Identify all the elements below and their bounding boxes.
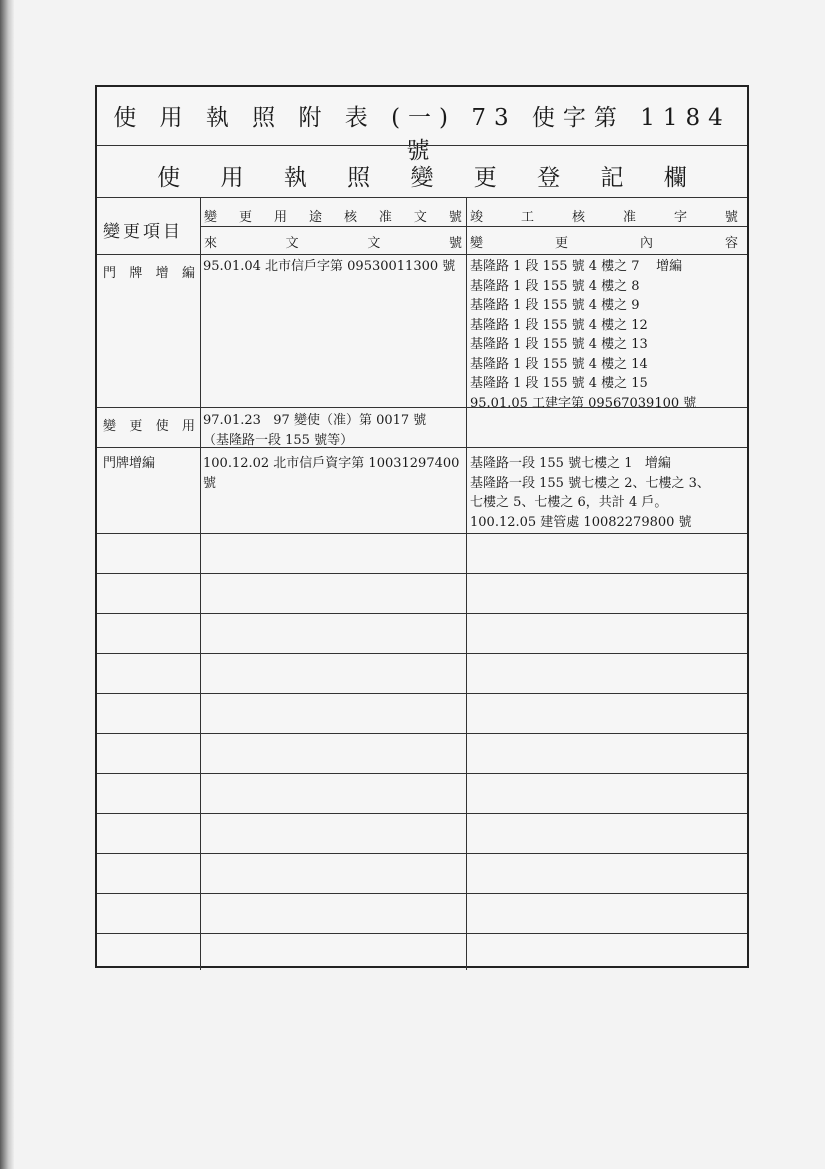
subtitle-char: 用	[220, 165, 244, 191]
row-item-label	[103, 262, 195, 281]
divider	[97, 254, 747, 255]
header-char: 准	[622, 210, 636, 225]
content-line: 基隆路一段 155 號七樓之 1 增編	[470, 456, 671, 471]
row-doc-number	[203, 454, 459, 493]
subtitle-char: 執	[283, 165, 307, 191]
header-char: 准	[378, 210, 392, 225]
empty-row-line	[97, 933, 747, 934]
divider	[97, 407, 747, 408]
license-change-form	[95, 85, 749, 968]
subtitle-char: 使	[157, 165, 181, 191]
header-char: 字	[673, 210, 687, 225]
divider	[97, 533, 747, 534]
header-use-approval-doc	[204, 206, 462, 225]
header-change-content	[470, 232, 738, 251]
row-item-label	[103, 415, 195, 434]
column-line	[466, 197, 467, 970]
item-char: 門	[103, 266, 117, 281]
row-doc-number: 95.01.04 北市信戶字第 09530011300 號	[203, 259, 456, 274]
column-line	[200, 197, 201, 970]
empty-row-line	[97, 693, 747, 694]
content-line: 基隆路 1 段 155 號 4 樓之 8	[470, 278, 640, 294]
content-line: 基隆路 1 段 155 號 4 樓之 15	[470, 376, 648, 391]
header-char: 來	[204, 236, 218, 251]
empty-row-line	[97, 573, 747, 574]
doc-line: 100.12.02 北市信戶資字第 10031297400	[203, 456, 460, 471]
header-completion-approval	[470, 206, 738, 225]
subtitle-char: 變	[410, 165, 434, 191]
item-char: 增	[155, 266, 169, 281]
subtitle-char: 更	[473, 165, 497, 191]
item-char: 使	[155, 419, 169, 434]
item-char: 更	[129, 419, 143, 434]
header-char: 文	[413, 210, 427, 225]
header-char: 核	[343, 210, 357, 225]
header-char: 號	[724, 210, 738, 225]
row-item-label: 門牌增編	[103, 456, 156, 471]
item-char: 牌	[129, 266, 143, 281]
row-doc-number	[203, 411, 426, 450]
divider	[97, 447, 747, 448]
form-title: 使 用 執 照 附 表 (一) 73 使字第 1184 號	[113, 105, 731, 164]
doc-line: 號	[203, 475, 217, 491]
content-line: 七樓之 5、七樓之 6，共計 4 戶。	[470, 495, 668, 510]
header-char: 容	[724, 236, 738, 251]
content-line: 基隆路 1 段 155 號 4 樓之 13	[470, 337, 648, 352]
row-change-content	[470, 454, 710, 532]
content-line: 基隆路 1 段 155 號 4 樓之 14	[470, 356, 648, 372]
divider	[97, 197, 747, 198]
header-char: 號	[448, 210, 462, 225]
content-line: 基隆路 1 段 155 號 4 樓之 7 增編	[470, 259, 683, 274]
header-char: 用	[273, 210, 287, 225]
header-char: 變	[470, 236, 484, 251]
header-char: 文	[367, 236, 381, 251]
content-line: 95.01.05 工建字第 09567039100 號	[470, 395, 697, 411]
header-char: 變	[204, 210, 218, 225]
header-char: 更	[238, 210, 252, 225]
empty-row-line	[97, 853, 747, 854]
subtitle-char: 登	[537, 165, 561, 191]
header-char: 更	[554, 236, 568, 251]
row-change-content	[470, 257, 696, 413]
header-char: 竣	[470, 210, 484, 225]
doc-line: 97.01.23 97 變使（准）第 0017 號	[203, 413, 427, 428]
empty-row-line	[97, 733, 747, 734]
empty-row-line	[97, 893, 747, 894]
scan-edge-shadow	[0, 0, 14, 1169]
content-line: 基隆路一段 155 號七樓之 2、七樓之 3、	[470, 475, 710, 491]
item-char: 變	[103, 419, 117, 434]
divider	[97, 145, 747, 146]
item-char: 編	[181, 266, 195, 281]
header-incoming-doc	[204, 232, 462, 251]
section-subtitle	[97, 159, 747, 192]
subtitle-char: 欄	[663, 165, 687, 191]
header-change-item: 變更項目	[103, 222, 183, 242]
header-char: 文	[285, 236, 299, 251]
header-char: 號	[448, 236, 462, 251]
subtitle-char: 記	[600, 165, 624, 191]
empty-row-line	[97, 653, 747, 654]
content-line: 100.12.05 建管處 10082279800 號	[470, 514, 692, 530]
header-char: 核	[571, 210, 585, 225]
empty-row-line	[97, 813, 747, 814]
header-char: 途	[308, 210, 322, 225]
empty-row-line	[97, 773, 747, 774]
subtitle-char: 照	[347, 165, 371, 191]
header-char: 內	[639, 236, 653, 251]
content-line: 基隆路 1 段 155 號 4 樓之 9	[470, 298, 640, 313]
item-char: 用	[181, 419, 195, 434]
doc-line: （基隆路一段 155 號等）	[203, 432, 354, 448]
empty-row-line	[97, 613, 747, 614]
header-char: 工	[520, 210, 534, 225]
content-line: 基隆路 1 段 155 號 4 樓之 12	[470, 317, 648, 333]
divider	[200, 226, 747, 227]
